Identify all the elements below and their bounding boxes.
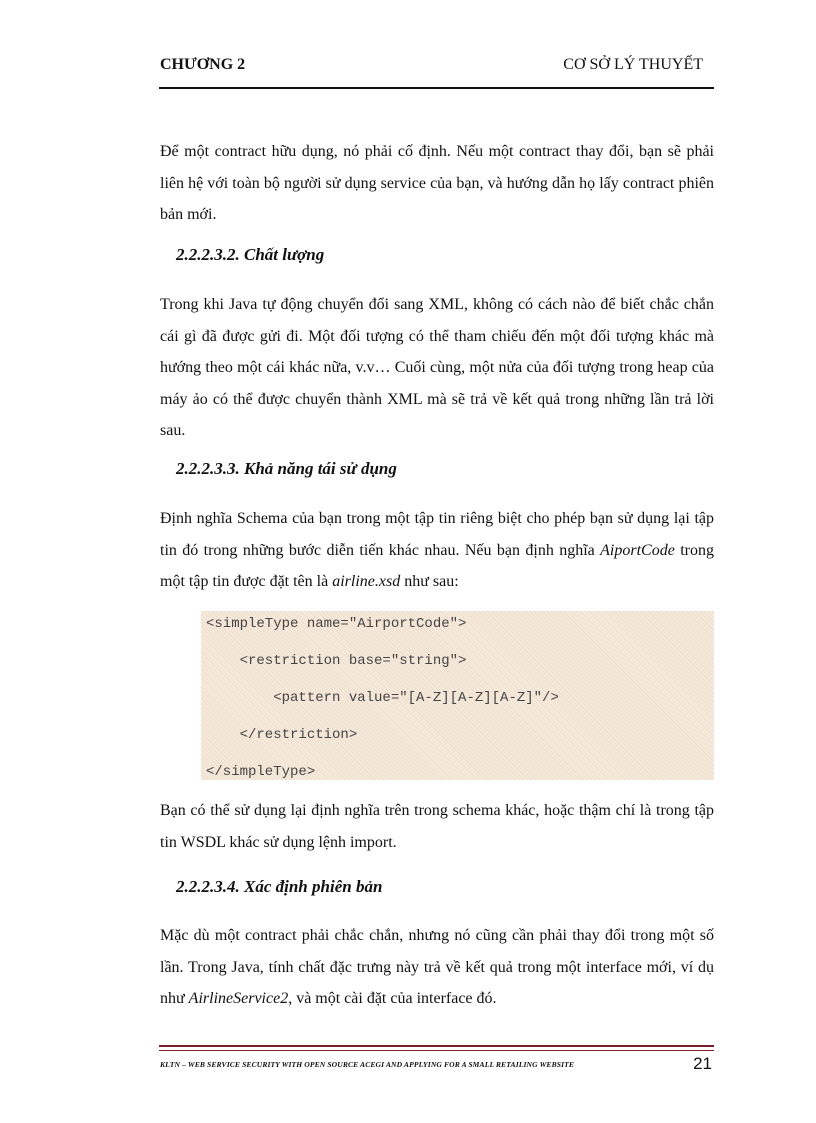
paragraph-reusability (160, 503, 714, 598)
heading-quality: 2.2.2.3.2. Chất lượng (176, 245, 325, 264)
chapter-label: CHƯƠNG 2 (160, 56, 246, 73)
paragraph-quality: Trong khi Java tự động chuyển đổi sang XML, không có cách nào để biết chắc chắn cái gì đã được gửi đi. Một đối tượng có thể tham chiếu đến một đối tượng khác mà hướng theo một cái khác nữa, v.v… Cuối cùng, một nửa của đối tượng trong heap của máy ảo có thể được chuyển thành XML mà sẽ trả về kết quả trong những lần trả lời sau. (160, 296, 714, 439)
text-run: , và một cài đặt của interface đó. (288, 990, 497, 1007)
paragraph-contract-fixed: Để một contract hữu dụng, nó phải cố định. Nếu một contract thay đổi, bạn sẽ phải liên hệ với toàn bộ người sử dụng service của bạn, và hướng dẫn họ lấy contract phiên bản mới. (160, 143, 714, 223)
section-title: CƠ SỞ LÝ THUYẾT (563, 56, 703, 73)
term-airportcode: AiportCode (600, 541, 675, 559)
heading-versioning: 2.2.2.3.4. Xác định phiên bản (176, 877, 383, 896)
code-line: <simpleType name="AirportCode"> (206, 616, 467, 632)
code-line: <pattern value="[A-Z][A-Z][A-Z]"/> (206, 690, 559, 706)
code-line: <restriction base="string"> (206, 653, 467, 669)
paragraph-after-code: Bạn có thể sử dụng lại định nghĩa trên trong schema khác, hoặc thậm chí là trong tập tin WSDL khác sử dụng lệnh import. (160, 802, 714, 851)
text-run: Định nghĩa Schema của bạn trong một tập tin riêng biệt cho phép bạn sử dụng lại tập tin đó trong những bước diễn tiến khác nhau. Nếu bạn định nghĩa (160, 510, 714, 559)
code-line: </restriction> (206, 727, 358, 743)
heading-reusability: 2.2.2.3.3. Khả năng tái sử dụng (176, 459, 397, 478)
term-airlineservice2: AirlineService2 (188, 990, 289, 1007)
code-block (201, 611, 714, 780)
footer-divider (159, 1045, 714, 1047)
text-run: như sau: (400, 573, 459, 590)
text-run: Mặc dù một contract phải chắc chắn, nhưng nó cũng cần phải thay đổi trong một số lần. Trong Java, tính chất đặc trưng này trả về kết quả trong một interface mới, ví dụ như (160, 927, 714, 1007)
footer-title: KLTN – WEB SERVICE SECURITY WITH OPEN SOURCE ACEGI AND APPLYING FOR A SMALL RETAILING WEBSITE (160, 1060, 575, 1069)
footer-divider-thin (159, 1050, 714, 1051)
page-number: 21 (693, 1054, 712, 1073)
code-line: </simpleType> (206, 764, 316, 780)
header-divider (159, 87, 714, 89)
text-run: trong một tập tin được đặt tên là (160, 541, 714, 590)
term-airline-xsd: airline.xsd (332, 573, 401, 590)
paragraph-versioning (160, 920, 714, 1015)
